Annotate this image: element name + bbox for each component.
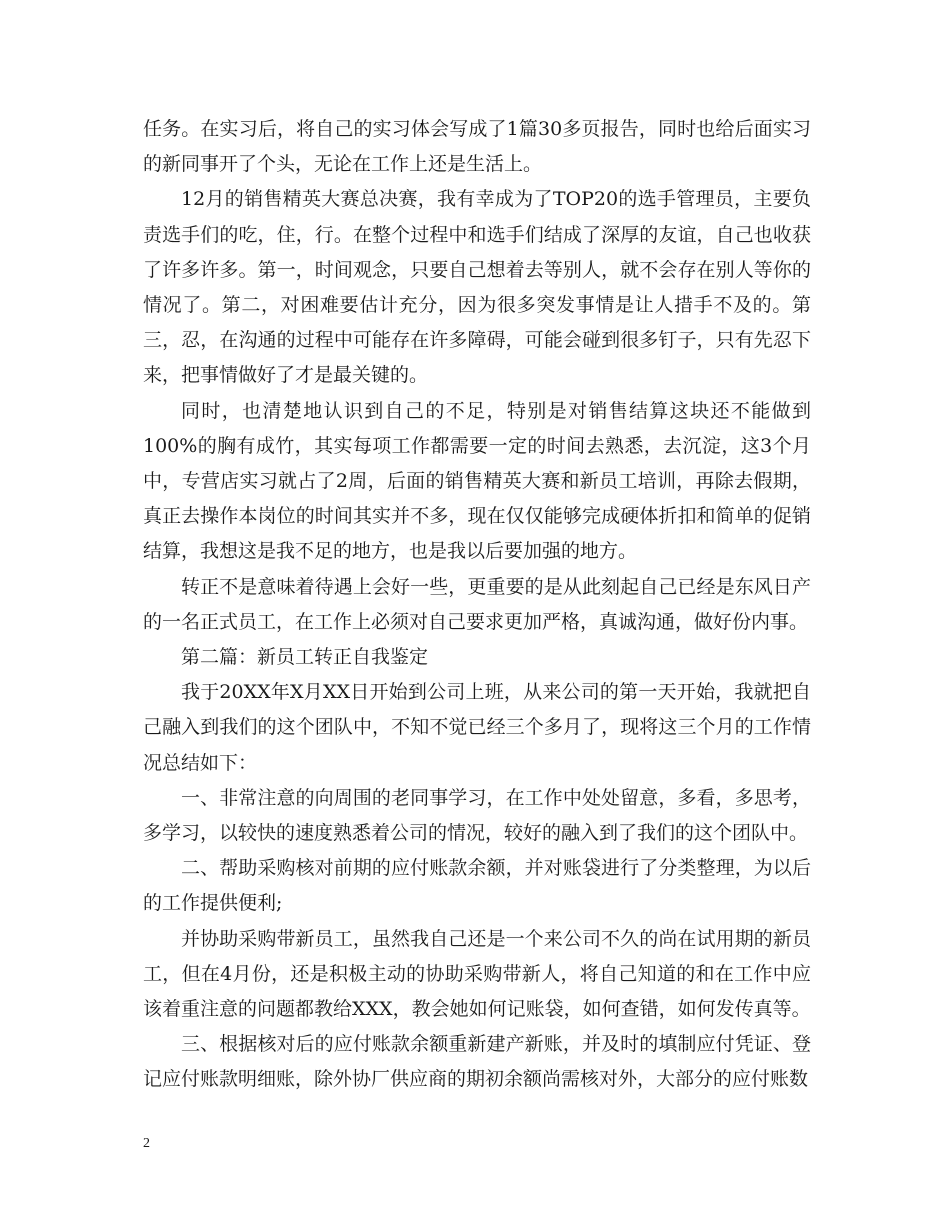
paragraph: 三、根据核对后的应付账款余额重新建产新账，并及时的填制应付凭证、登记应付账款明细账，除外协厂供应商的期初余额尚需核对外，大部分的应付账数 [143,1033,811,1091]
document-body [143,112,811,1098]
paragraph: 12月的销售精英大赛总决赛，我有幸成为了TOP20的选手管理员，主要负责选手们的吃，住，行。在整个过程中和选手们结成了深厚的友谊，自己也收获了许多许多。第一，时间观念，只要自己想着去等别人，就不会存在别人等你的情况了。第二，对困难要估计充分，因为很多突发事情是让人措手不及的。第三，忍，在沟通的过程中可能存在许多障碍，可能会碰到很多钉子，只有先忍下来，把事情做好了才是最关键的。 [143,188,811,387]
page-number: 2 [143,1136,150,1151]
paragraph: 并协助采购带新员工，虽然我自己还是一个来公司不久的尚在试用期的新员工，但在4月份，还是积极主动的协助采购带新人，将自己知道的和在工作中应该着重注意的问题都教给XXX，教会她如何记账袋，如何查错，如何发传真等。 [143,927,811,1021]
paragraph: 一、非常注意的向周围的老同事学习，在工作中处处留意，多看，多思考，多学习，以较快的速度熟悉着公司的情况，较好的融入到了我们的这个团队中。 [143,786,811,845]
paragraph: 任务。在实习后，将自己的实习体会写成了1篇30多页报告，同时也给后面实习的新同事开了个头，无论在工作上还是生活上。 [143,118,811,176]
paragraph: 我于20XX年X月XX日开始到公司上班，从来公司的第一天开始，我就把自己融入到我们的这个团队中，不知不觉已经三个多月了，现将这三个月的工作情况总结如下： [143,681,811,774]
paragraph: 转正不是意味着待遇上会好一些，更重要的是从此刻起自己已经是东风日产的一名正式员工，在工作上必须对自己要求更加严格，真诚沟通，做好份内事。 [143,575,811,633]
paragraph: 二、帮助采购核对前期的应付账款余额，并对账袋进行了分类整理，为以后的工作提供便利; [143,857,811,915]
section-heading: 第二篇：新员工转正自我鉴定 [181,646,429,669]
paragraph: 同时，也清楚地认识到自己的不足，特别是对销售结算这块还不能做到100%的胸有成竹，其实每项工作都需要一定的时间去熟悉，去沉淀，这3个月中，专营店实习就占了2周，后面的销售精英大赛和新员工培训，再除去假期，真正去操作本岗位的时间其实并不多，现在仅仅能够完成硬体折扣和简单的促销结算，我想这是我不足的地方，也是我以后要加强的地方。 [143,399,811,563]
